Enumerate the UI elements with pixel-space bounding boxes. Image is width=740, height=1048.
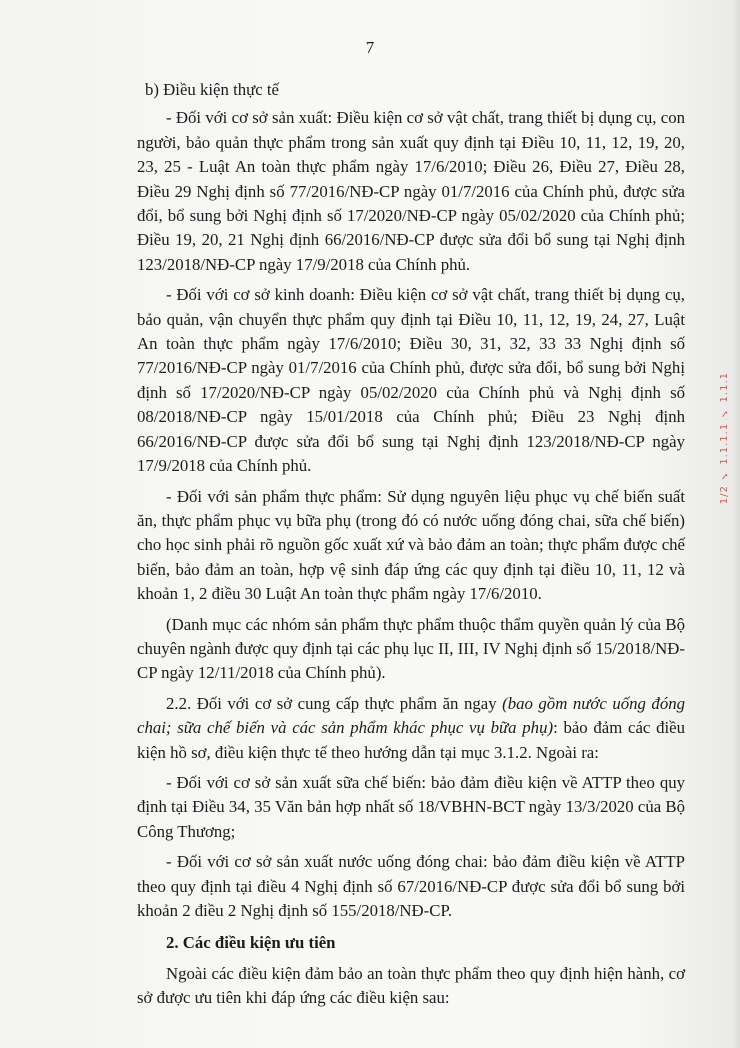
ready-to-eat-lead: 2.2. Đối với cơ sở cung cấp thực phẩm ăn ngay xyxy=(166,693,503,713)
paragraph-product-catalog-note: (Danh mục các nhóm sản phẩm thực phẩm thuộc thẩm quyền quản lý của Bộ chuyên ngành được quy định tại các phụ lục II, III, IV Nghị định số 15/2018/NĐ-CP ngày 12/11/2018 của Chính phủ). xyxy=(137,614,685,683)
margin-stamp-text: 1/2 ✓ 1.1.1.1 ✓ 1.1.1 xyxy=(719,372,730,505)
page-number: 7 xyxy=(365,38,375,57)
paragraph-production-facility: - Đối với cơ sở sản xuất: Điều kiện cơ sở vật chất, trang thiết bị dụng cụ, con người, bảo quản thực phẩm trong sản xuất quy định tại Điều 10, 11, 12, 19, 20, 23, 25 - Luật An toàn thực phẩm ngày 17/6/2010; Điều 26, Điều 27, Điều 28, Điều 29 Nghị định số 77/2016/NĐ-CP ngày 01/7/2016 của Chính phủ, được sửa đổi, bổ sung bởi Nghị định số 17/2020/NĐ-CP ngày 05/02/2020 của Chính phủ; Điều 19, 20, 21 Nghị định 66/2016/NĐ-CP được sửa đổi bổ sung tại Nghị định 123/2018/NĐ-CP ngày 17/9/2018 của Chính phủ. xyxy=(137,108,685,274)
paragraph-food-products: - Đối với sản phẩm thực phẩm: Sử dụng nguyên liệu phục vụ chế biến suất ăn, thực phẩm phục vụ bữa phụ (trong đó có nước uống đóng chai, sữa chế biến) cho học sinh phải rõ nguồn gốc xuất xứ và bảo đảm an toàn; thực phẩm được chế biến, bảo đảm an toàn, hợp vệ sinh đáp ứng các quy định tại điều 10, 11, 12 và khoản 1, 2 điều 30 Luật An toàn thực phẩm ngày 17/6/2010. xyxy=(137,486,685,604)
paragraph-business-facility: - Đối với cơ sở kinh doanh: Điều kiện cơ sở vật chất, trang thiết bị dụng cụ, bảo quản, vận chuyển thực phẩm quy định tại Điều 10, 11, 12, 19, 24, 27, Luật An toàn thực phẩm ngày 17/6/2010; Điều 30, 31, 32, 33 33 Nghị định số 77/2016/NĐ-CP ngày 01/7/2016 của Chính phủ, được sửa đổi, bổ sung bởi Nghị định số 17/2020/NĐ-CP ngày 05/02/2020 của Chính phủ và Nghị định số 08/2018/NĐ-CP ngày 15/01/2018 của Chính phủ; Điều 23 Nghị định 66/2016/NĐ-CP được sửa đổi bổ sung tại Nghị định 123/2018/NĐ-CP ngày 17/9/2018 của Chính phủ. xyxy=(137,285,685,476)
paragraph-ready-to-eat-suppliers xyxy=(137,692,685,765)
page-edge-shadow xyxy=(732,0,740,1048)
ready-to-eat-tail: : bảo đảm các điều kiện hồ sơ, điều kiện thực tế theo hướng dẫn tại mục 3.1.2. Ngoài ra: xyxy=(137,718,686,762)
paragraph-priority-intro: Ngoài các điều kiện đảm bảo an toàn thực phẩm theo quy định hiện hành, cơ sở được ưu tiên khi đáp ứng các điều kiện sau: xyxy=(137,963,685,1008)
paragraph-processed-milk: - Đối với cơ sở sản xuất sữa chế biến: bảo đảm điều kiện về ATTP theo quy định tại Điều 34, 35 Văn bản hợp nhất số 18/VBHN-BCT ngày 13/3/2020 của Bộ Công Thương; xyxy=(137,772,685,841)
document-body xyxy=(137,78,685,1011)
paragraph-bottled-water: - Đối với cơ sở sản xuất nước uống đóng chai: bảo đảm điều kiện về ATTP theo quy định tại điều 4 Nghị định số 67/2016/NĐ-CP được sửa đổi bổ sung bởi khoản 2 điều 2 Nghị định số 155/2018/NĐ-CP. xyxy=(137,852,685,920)
section-heading-priority-conditions: 2. Các điều kiện ưu tiên xyxy=(166,933,336,953)
ready-to-eat-italic-note: (bao gồm nước uống đóng chai; sữa chế biến và các sản phẩm khác phục vụ bữa phụ) xyxy=(137,693,685,738)
section-heading-actual-conditions: b) Điều kiện thực tế xyxy=(145,80,279,99)
